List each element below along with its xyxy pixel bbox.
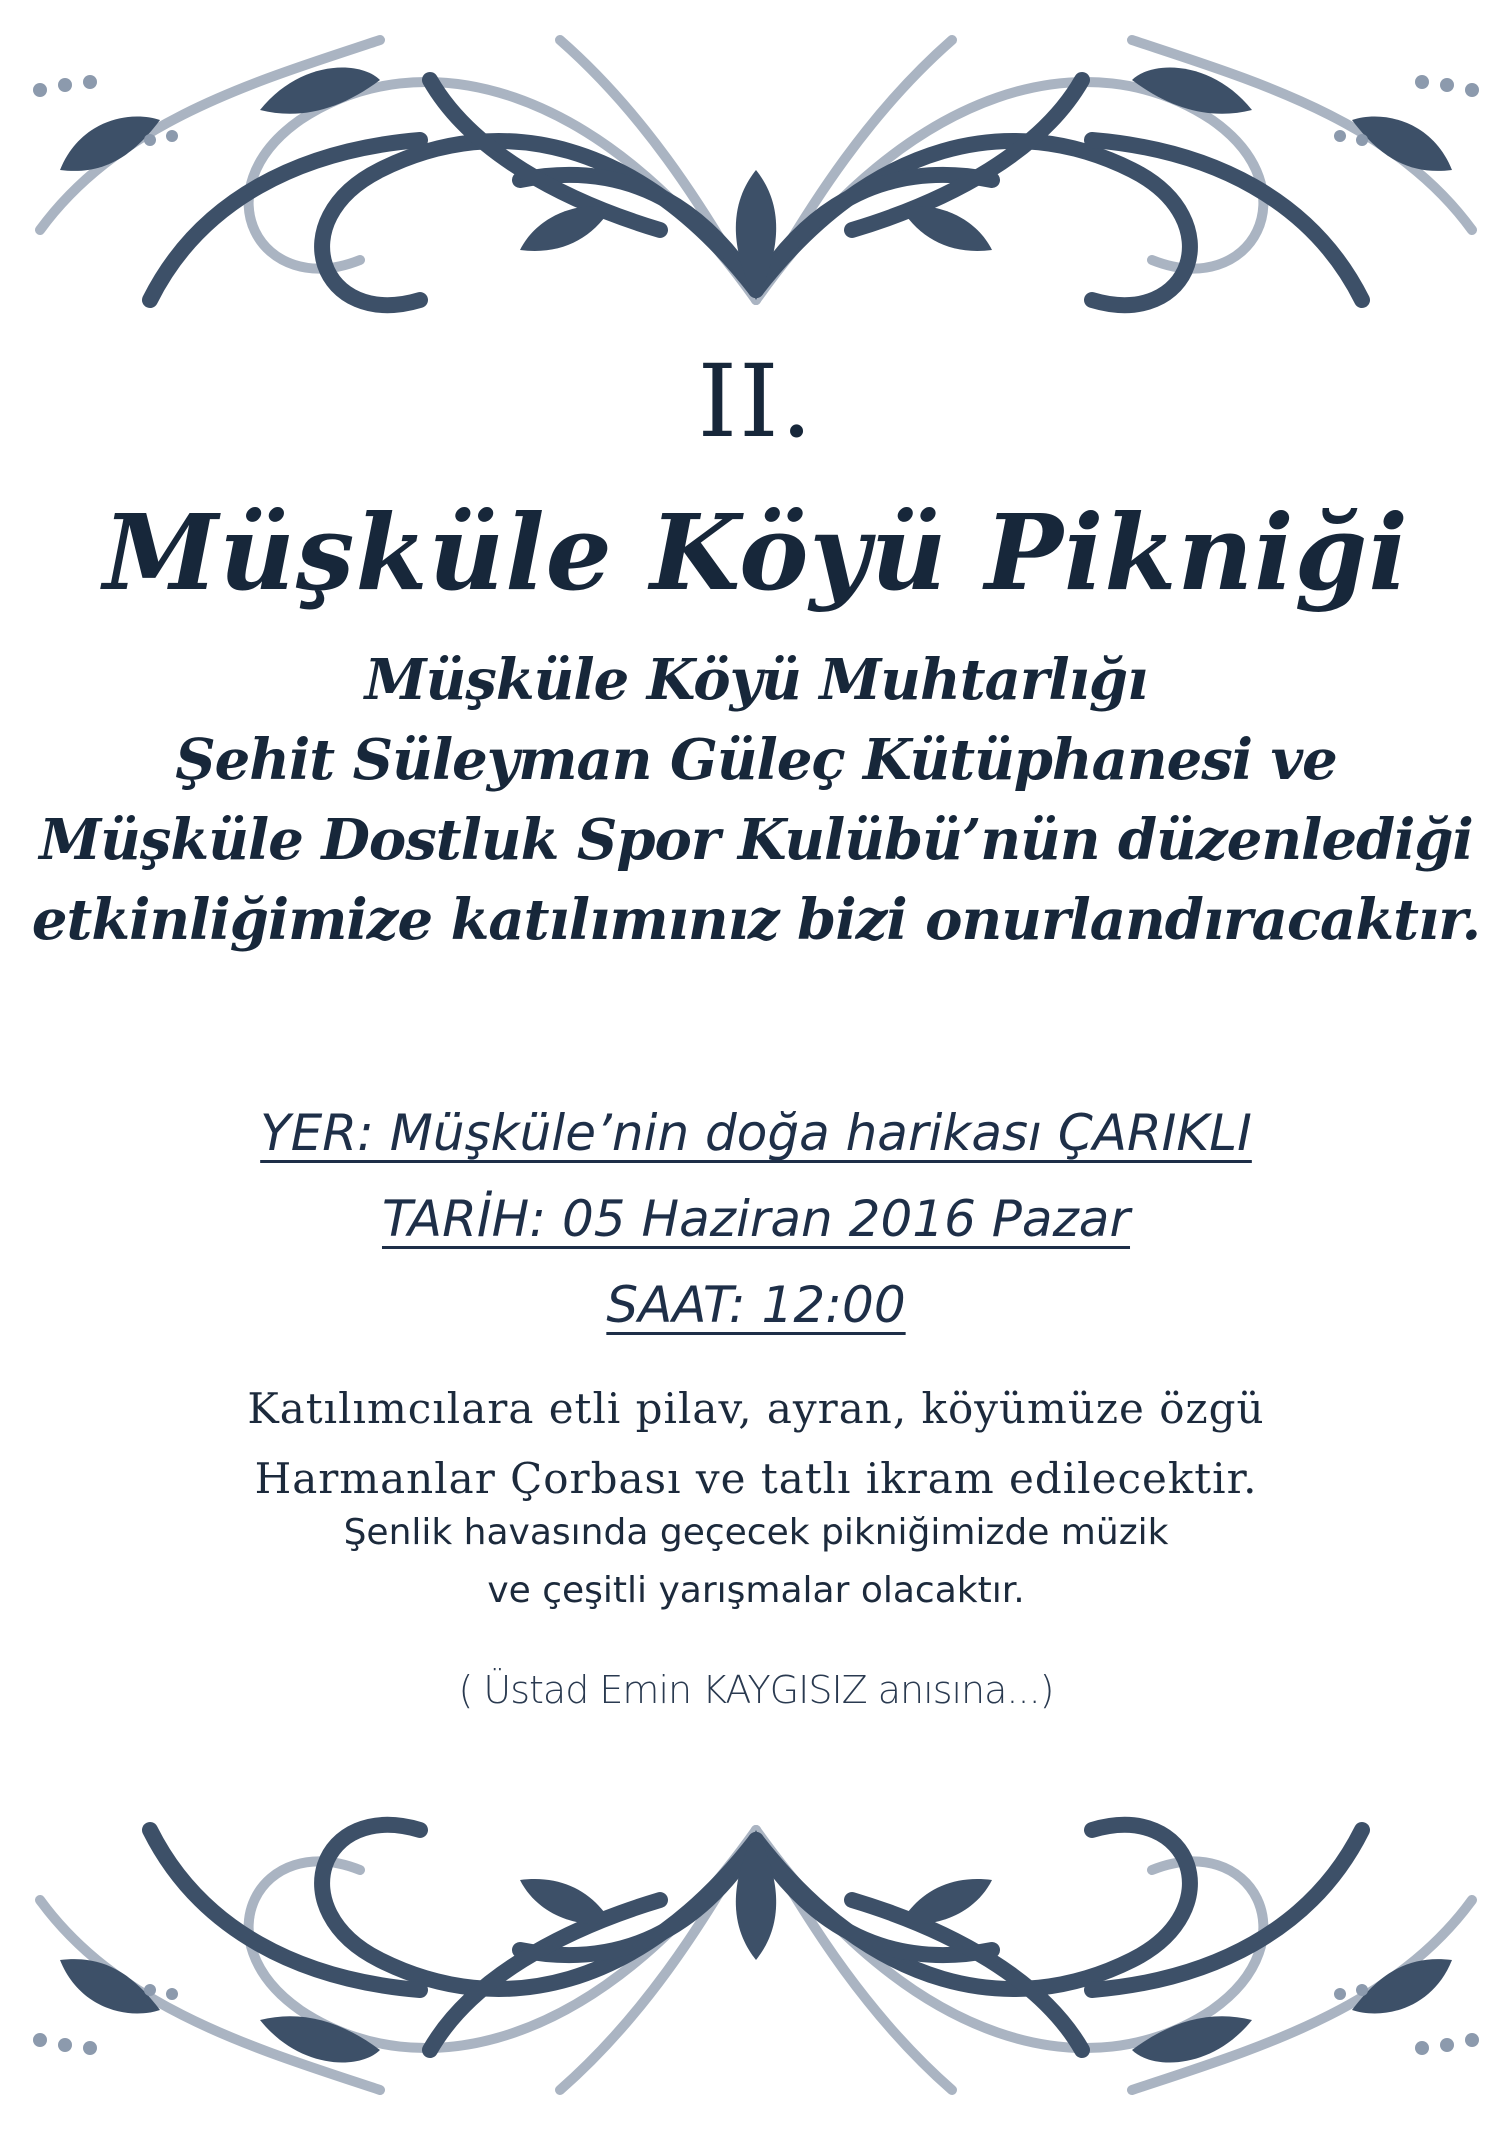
event-details <box>0 1090 1512 1348</box>
activities-line: Şenlik havasında geçecek pikniğimizde müzik <box>343 1512 1169 1553</box>
activities-line: ve çeşitli yarışmalar olacaktır. <box>487 1570 1025 1611</box>
catering-block <box>0 1374 1512 1514</box>
catering-line: Harmanlar Çorbası ve tatlı ikram edilecektir. <box>254 1454 1258 1503</box>
memorial-note: ( Üstad Emin KAYGISIZ anısına...) <box>458 1668 1054 1712</box>
place-line <box>0 1090 1512 1176</box>
catering-line: Katılımcılara etli pilav, ayran, köyümüze özgü <box>247 1384 1265 1433</box>
organizer-line: etkinliğimize katılımınız bizi onurlandıracaktır. <box>31 887 1481 953</box>
bottom-floral-ornament <box>0 1762 1512 2138</box>
top-floral-ornament <box>0 0 1512 360</box>
time-line <box>0 1262 1512 1348</box>
organizer-line: Müşküle Köyü Muhtarlığı <box>364 647 1148 713</box>
event-title: Müşküle Köyü Pikniği <box>103 491 1409 614</box>
activities-block <box>0 1504 1512 1620</box>
time-text: SAAT: 12:00 <box>606 1276 906 1334</box>
floral-swirl-icon <box>0 1762 1512 2138</box>
organizers-block <box>0 640 1512 960</box>
edition-numeral: II. <box>697 343 815 460</box>
organizer-line: Şehit Süleyman Güleç Kütüphanesi ve <box>175 727 1337 793</box>
floral-swirl-icon <box>0 0 1512 360</box>
date-line <box>0 1176 1512 1262</box>
place-text: YER: Müşküle’nin doğa harikası ÇARIKLI <box>260 1104 1252 1162</box>
organizer-line: Müşküle Dostluk Spor Kulübü’nün düzenlediği <box>39 807 1473 873</box>
date-text: TARİH: 05 Haziran 2016 Pazar <box>381 1190 1131 1248</box>
